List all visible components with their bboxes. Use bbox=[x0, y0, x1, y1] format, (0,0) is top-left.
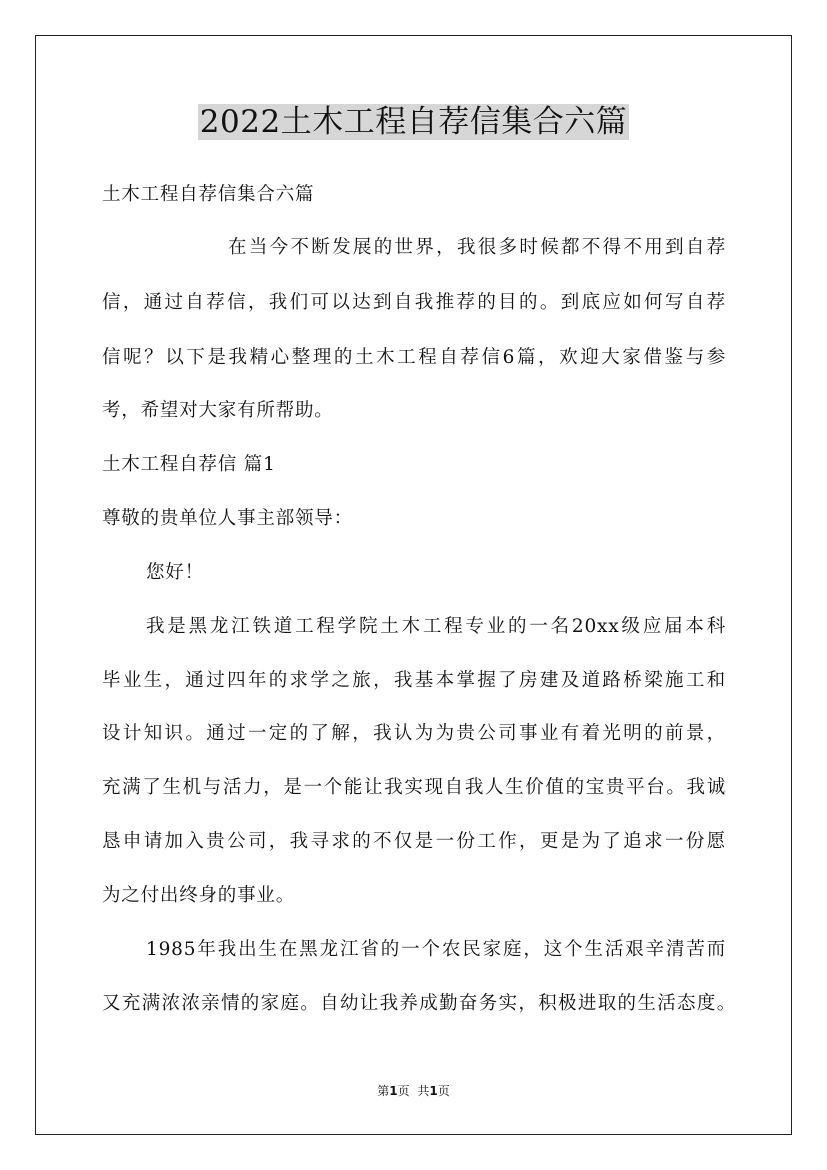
salutation: 尊敬的贵单位人事主部领导： bbox=[102, 508, 353, 529]
para1-line-2: 毕业生，通过四年的求学之旅，我基本掌握了房建及道路桥梁施工和 bbox=[102, 670, 726, 691]
intro-line-4: 考，希望对大家有所帮助。 bbox=[102, 400, 334, 421]
footer-page-suffix: 页 bbox=[397, 1084, 410, 1098]
intro-line-3: 信呢？以下是我精心整理的土木工程自荐信6篇，欢迎大家借鉴与参 bbox=[102, 347, 726, 368]
footer-total-number: 1 bbox=[429, 1084, 438, 1098]
para1-line-1: 我是黑龙江铁道工程学院土木工程专业的一名20xx级应届本科 bbox=[146, 616, 726, 637]
para2-line-2: 又充满浓浓亲情的家庭。自幼让我养成勤奋务实，积极进取的生活态度。 bbox=[102, 993, 736, 1014]
para1-line-6: 为之付出终身的事业。 bbox=[102, 885, 296, 906]
page-footer bbox=[0, 1083, 827, 1099]
document-title bbox=[0, 100, 827, 144]
para1-line-4: 充满了生机与活力，是一个能让我实现自我人生价值的宝贵平台。我诚 bbox=[102, 777, 726, 798]
footer-page-prefix: 第 bbox=[377, 1084, 390, 1098]
section-heading: 土木工程自荐信 篇1 bbox=[102, 454, 276, 475]
para2-line-1: 1985年我出生在黑龙江省的一个农民家庭，这个生活艰辛清苦而 bbox=[146, 939, 726, 960]
intro-line-2: 信，通过自荐信，我们可以达到自我推荐的目的。到底应如何写自荐 bbox=[102, 292, 726, 313]
greeting: 您好！ bbox=[146, 562, 204, 583]
intro-line-1: 在当今不断发展的世界，我很多时候都不得不用到自荐 bbox=[228, 237, 726, 258]
footer-total-suffix: 页 bbox=[437, 1084, 450, 1098]
document-subtitle: 土木工程自荐信集合六篇 bbox=[102, 184, 315, 205]
footer-page-number: 1 bbox=[389, 1084, 398, 1098]
para1-line-5: 恳申请加入贵公司，我寻求的不仅是一份工作，更是为了追求一份愿 bbox=[102, 831, 726, 852]
title-text: 2022土木工程自荐信集合六篇 bbox=[199, 104, 628, 140]
footer-total-prefix: 共 bbox=[417, 1084, 430, 1098]
para1-line-3: 设计知识。通过一定的了解，我认为为贵公司事业有着光明的前景， bbox=[102, 723, 726, 744]
